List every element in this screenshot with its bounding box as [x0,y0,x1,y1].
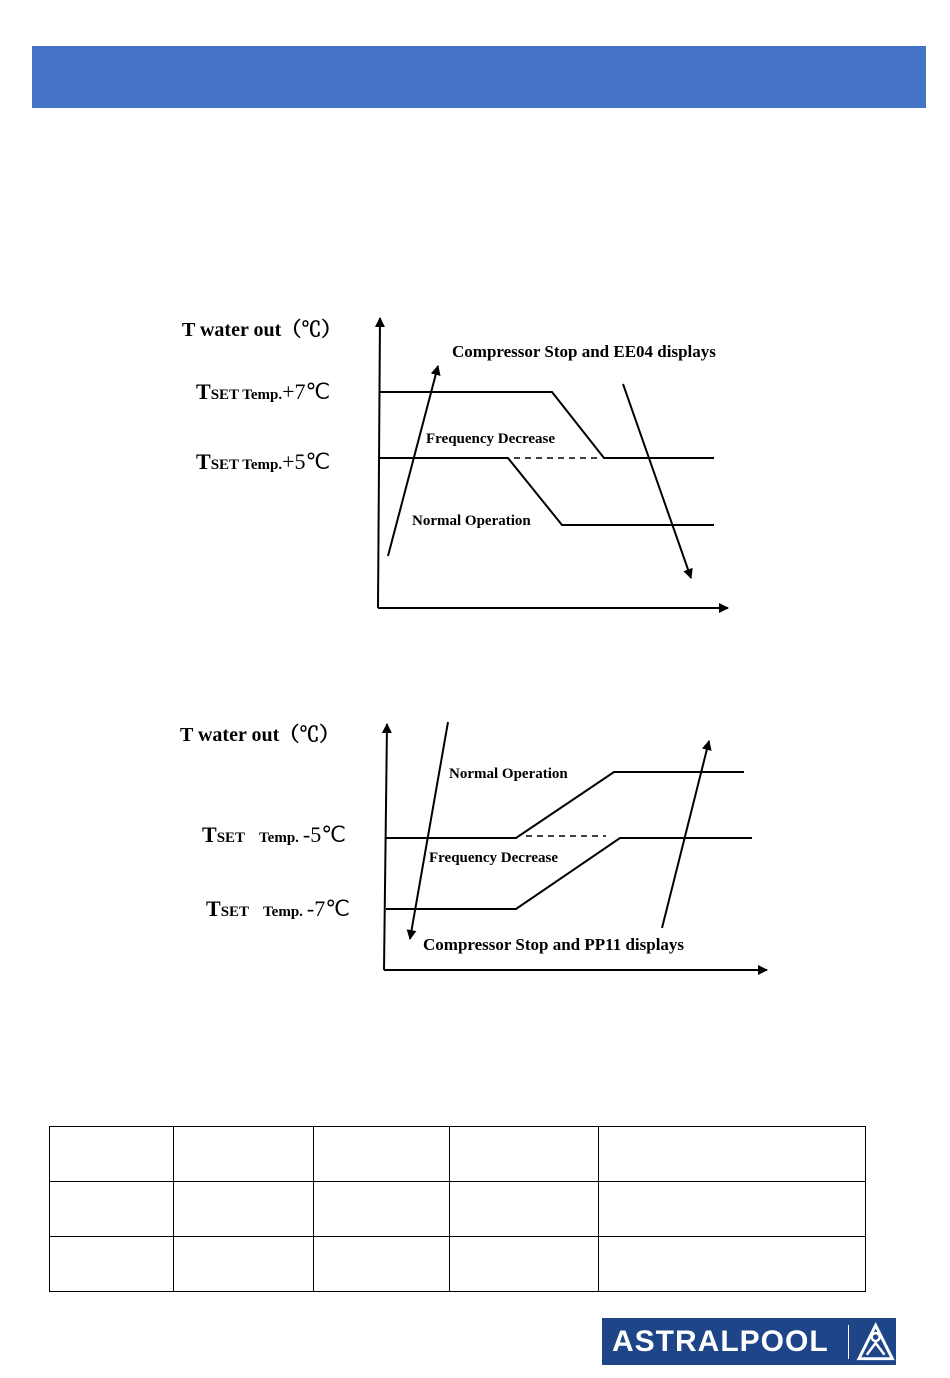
table-row [50,1237,866,1292]
level-high-label: TSET Temp.+7℃ [196,379,331,404]
heating-protection-diagram [0,710,950,985]
annotation-frequency-decrease: Frequency Decrease [426,431,555,447]
table-cell [50,1182,174,1237]
header-bar [32,46,926,108]
annotation-normal-operation: Normal Operation [412,513,531,529]
table-row [50,1182,866,1237]
table-cell [599,1182,866,1237]
table-cell [174,1182,314,1237]
table-cell [314,1182,450,1237]
level-high-label: TSET Temp. -5℃ [202,822,346,847]
annotation-frequency-decrease: Frequency Decrease [429,850,558,866]
empty-table [49,1126,866,1292]
upper-threshold-line [380,392,714,458]
table-cell [50,1237,174,1292]
logo-mark-icon [855,1321,896,1363]
table-cell [314,1237,450,1292]
table-cell [174,1127,314,1182]
table-cell [314,1127,450,1182]
logo-separator [848,1325,849,1359]
table-cell [450,1237,599,1292]
table-row [50,1127,866,1182]
axis-label: T water out（℃） [182,319,342,341]
logo-text: ASTRALPOOL [612,1324,829,1358]
table-cell [450,1182,599,1237]
astralpool-logo [602,1318,896,1365]
table-cell [599,1127,866,1182]
y-axis [378,318,380,608]
lower-threshold-line [386,838,752,909]
table-cell [450,1127,599,1182]
axis-label: T water out（℃） [180,724,340,746]
level-low-label: TSET Temp.+5℃ [196,449,331,474]
level-low-label: TSET Temp. -7℃ [206,896,350,921]
fall-arrow [410,722,448,939]
y-axis [384,724,387,970]
cooling-protection-diagram [0,300,950,630]
annotation-compressor-stop: Compressor Stop and EE04 displays [452,342,716,361]
rise-arrow [662,741,709,928]
annotation-compressor-stop: Compressor Stop and PP11 displays [423,935,685,954]
table-cell [174,1237,314,1292]
table-cell [599,1237,866,1292]
fall-arrow [623,384,691,578]
annotation-normal-operation: Normal Operation [449,766,568,782]
table-cell [50,1127,174,1182]
